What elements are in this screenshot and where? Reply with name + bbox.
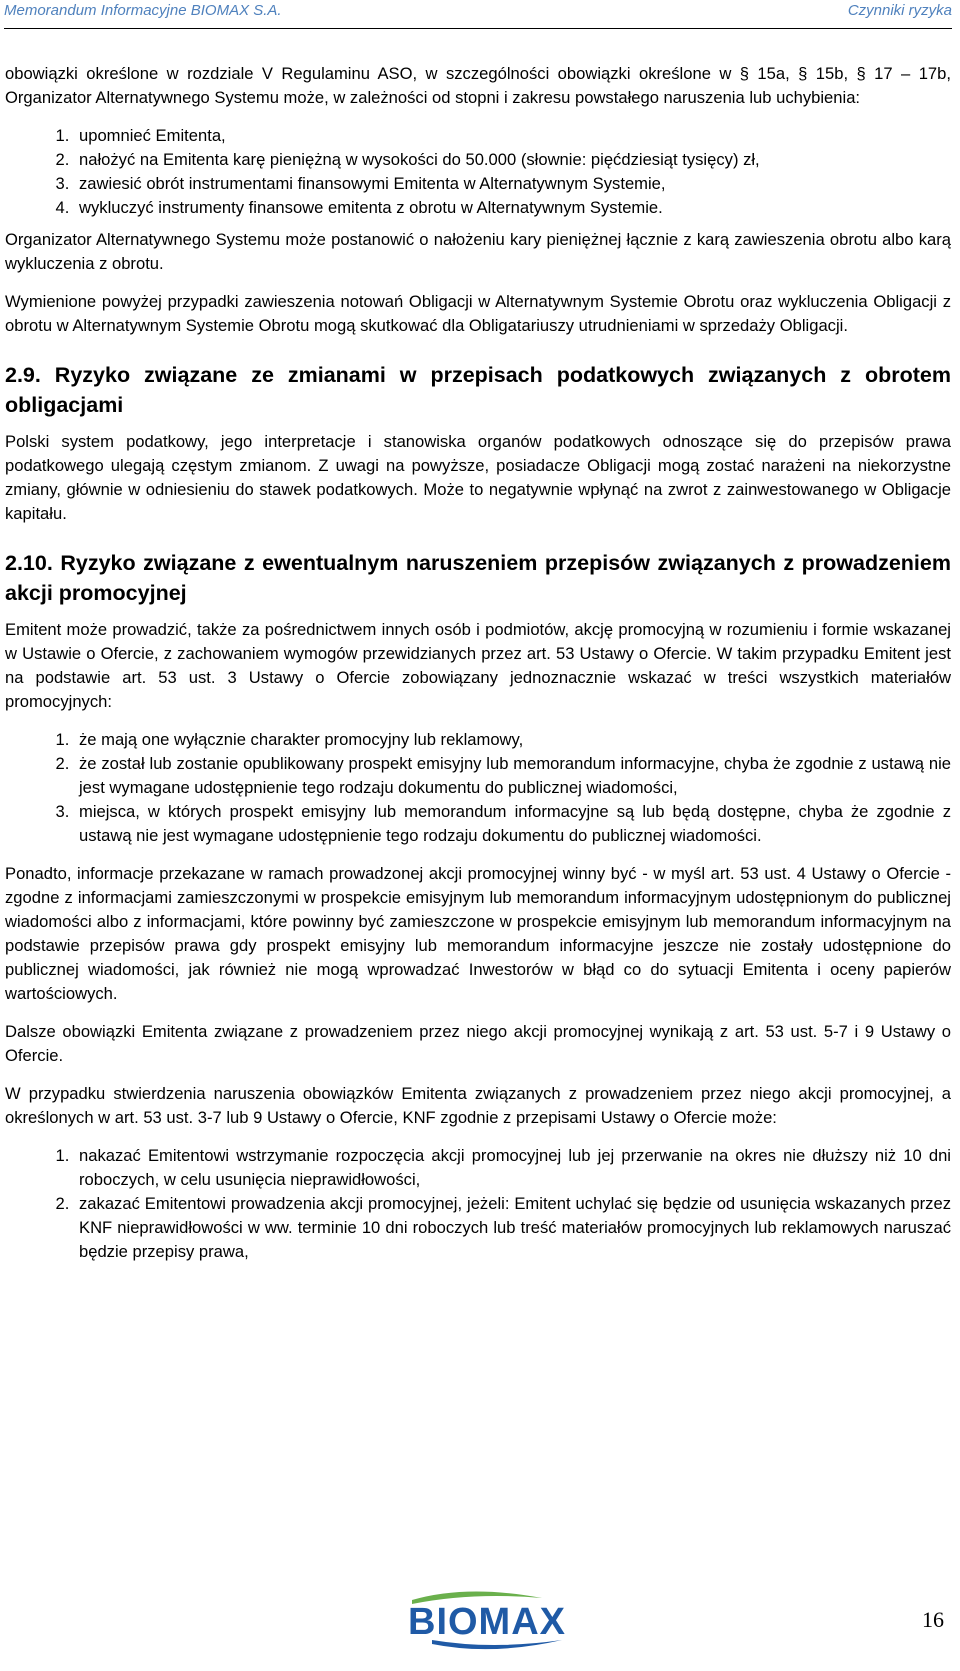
list-item: 1. upomnieć Emitenta, (74, 124, 951, 148)
list-item: 3. miejsca, w których prospekt emisyjny lub memorandum informacyjne są lub będą dostępne, chyba że zgodnie z ustawą nie jest wymagane udostępnienie tego rodzaju dokumentu do publicznej wiadomości. (74, 800, 951, 848)
section-2-10-paragraph-2: Ponadto, informacje przekazane w ramach prowadzonej akcji promocyjnej winny być - w myśl art. 53 ust. 4 Ustawy o Ofercie - zgodne z informacjami zamieszczonymi w prospekcie emisyjnym lub memorandum informacyjnym udostępnionym do publicznej wiadomości albo z informacjami, które powinny być zamieszczone w prospekcie emisyjnym lub memorandum informacyjnym na podstawie przepisów prawa gdy prospekt emisyjny lub memorandum informacyjne jeszcze nie zostały udostępnione do publicznej wiadomości, jak również nie mogą wprowadzać Inwestorów w błąd co do sytuacji Emitenta i oceny papierów wartościowych. (5, 864, 951, 1003)
page-header (4, 2, 952, 29)
list-item: 1. że mają one wyłącznie charakter promocyjny lub reklamowy, (74, 728, 951, 752)
list-item: 3. zawiesić obrót instrumentami finansowymi Emitenta w Alternatywnym Systemie, (74, 172, 951, 196)
list-item: 2. zakazać Emitentowi prowadzenia akcji promocyjnej, jeżeli: Emitent uchylać się będzie od usunięcia wskazanych przez KNF nieprawidłowości w ww. terminie 10 dni roboczych lub treść materiałów promocyjnych lub reklamowych naruszać będzie przepisy prawa, (74, 1192, 951, 1264)
page-number: 16 (922, 1607, 944, 1632)
list-item: 4. wykluczyć instrumenty finansowe emitenta z obrotu w Alternatywnym Systemie. (74, 196, 951, 220)
list-item: 1. nakazać Emitentowi wstrzymanie rozpoczęcia akcji promocyjnej lub jej przerwanie na okres nie dłuższy niż 10 dni roboczych, w celu usunięcia nieprawidłowości, (74, 1144, 951, 1192)
header-section-title: Czynniki ryzyka (847, 2, 952, 19)
section-2-9-paragraph: Polski system podatkowy, jego interpretacje i stanowiska organów podatkowych odnoszące się do przepisów prawa podatkowego ulegają częstym zmianom. Z uwagi na powyższe, posiadacze Obligacji mogą zostać narażeni na niekorzystne zmiany, głównie w odniesieniu do stawek podatkowych. Może to negatywnie wpłynąć na zwrot z zainwestowanego w Obligacje kapitału. (5, 432, 951, 523)
section-2-10-paragraph-1: Emitent może prowadzić, także za pośrednictwem innych osób i podmiotów, akcję promocyjną w rozumieniu i formie wskazanej w Ustawie o Ofercie, z zachowaniem wymogów przewidzianych przez art. 53 Ustawy o Ofercie. W takim przypadku Emitent jest na podstawie art. 53 ust. 3 Ustawy o Ofercie zobowiązany jednoznacznie wskazać w treści wszystkich materiałów promocyjnych: (5, 620, 951, 711)
document-body (5, 62, 951, 1278)
biomax-logo (372, 1590, 602, 1652)
sanctions-list (5, 124, 951, 220)
section-2-10-paragraph-4: W przypadku stwierdzenia naruszenia obowiązków Emitenta związanych z prowadzeniem przez niego akcji promocyjnej, a określonych w art. 53 ust. 3-7 lub 9 Ustawy o Ofercie, KNF zgodnie z przepisami Ustawy o Ofercie może: (5, 1084, 951, 1127)
header-document-title: Memorandum Informacyjne BIOMAX S.A. (4, 2, 282, 19)
section-heading-2-9: 2.9. Ryzyko związane ze zmianami w przepisach podatkowych związanych z obrotem obligacjami (5, 363, 951, 417)
knf-measures-list (5, 1144, 951, 1264)
section-2-10-paragraph-3: Dalsze obowiązki Emitenta związane z prowadzeniem przez niego akcji promocyjnej wynikają z art. 53 ust. 5-7 i 9 Ustawy o Ofercie. (5, 1022, 951, 1065)
intro-paragraph: obowiązki określone w rozdziale V Regulaminu ASO, w szczególności obowiązki określone w § 15a, § 15b, § 17 – 17b, Organizator Alternatywnego Systemu może, w zależności od stopni i zakresu powstałego naruszenia lub uchybienia: (5, 64, 951, 107)
promo-requirements-list (5, 728, 951, 848)
paragraph-suspension-effects: Wymienione powyżej przypadki zawieszenia notowań Obligacji w Alternatywnym Systemie Obrotu oraz wykluczenia Obligacji z obrotu w Alternatywnym Systemie Obrotu mogą skutkować dla Obligatariuszy utrudnieniami w sprzedaży Obligacji. (5, 292, 951, 335)
list-item: 2. nałożyć na Emitenta karę pieniężną w wysokości do 50.000 (słownie: pięćdziesiąt tysięcy) zł, (74, 148, 951, 172)
section-heading-2-10: 2.10. Ryzyko związane z ewentualnym naruszeniem przepisów związanych z prowadzeniem akcji promocyjnej (5, 551, 951, 605)
list-item: 2. że został lub zostanie opublikowany prospekt emisyjny lub memorandum informacyjne, chyba że zgodnie z ustawą nie jest wymagane udostępnienie tego rodzaju dokumentu do publicznej wiadomości, (74, 752, 951, 800)
paragraph-penalty-combination: Organizator Alternatywnego Systemu może postanowić o nałożeniu kary pieniężnej łącznie z karą zawieszenia obrotu albo karą wykluczenia z obrotu. (5, 230, 951, 273)
svg-text:BIOMAX: BIOMAX (408, 1601, 566, 1643)
